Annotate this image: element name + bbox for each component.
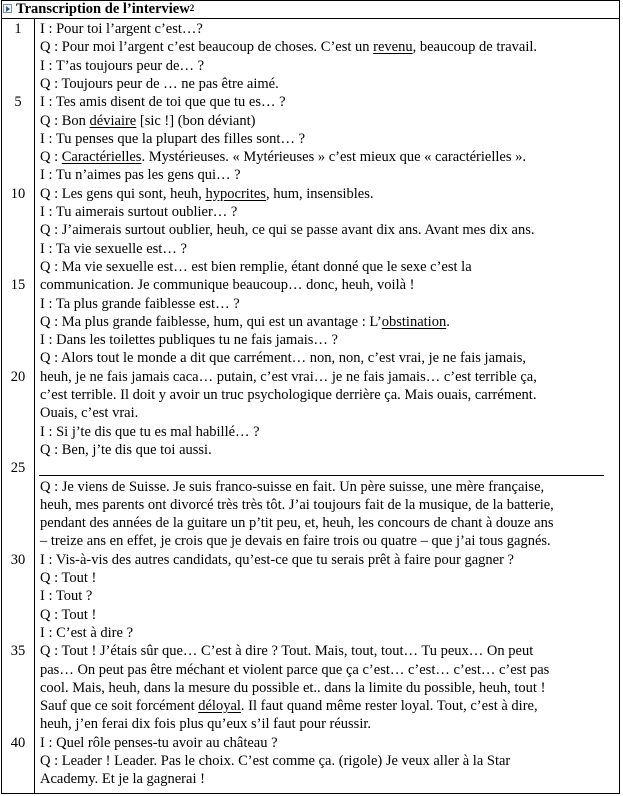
transcript-line [40,386,536,404]
line-number: 25 [10,460,26,477]
line-text: Sauf que ce soit forcément [40,698,199,715]
line-text: I : T’as toujours peur de… ? [40,57,205,74]
transcript-line [40,20,203,38]
transcript-line [40,734,278,752]
transcript-line [40,166,241,184]
table-title [16,1,194,19]
transcript-line [40,240,187,258]
collapse-arrow-icon[interactable] [3,4,12,13]
transcript-line [40,441,212,459]
footnote-marker: 2 [189,3,195,13]
transcript-line [40,770,205,788]
line-text: heuh, mes parents ont divorcé très très tôt. J’ai toujours fait de la musique, de la batterie, [40,496,554,513]
line-text: Q : J’aimerais surtout oublier, heuh, ce qui se passe avant dix ans. Avant mes dix ans. [40,222,535,239]
transcript-line [40,642,533,660]
underlined-term: déloyal [198,698,241,715]
line-text: heuh, j’en ferai dix fois plus qu’eux s’il faut pour réussir. [40,716,372,733]
line-text: Q : Tout ! J’étais sûr que… C’est à dire ? Tout. Mais, tout, tout… Tu peux… On peut [40,643,534,660]
underlined-term: revenu [373,39,413,56]
transcript-line [40,75,279,93]
line-number: 1 [14,21,22,37]
transcript-line [40,130,305,148]
line-text: , hum, insensibles. [265,185,374,202]
line-text: c’est terrible. Il doit y avoir un truc psychologique derrière ça. Mais ouais, carrément. [40,387,537,403]
line-text: Q : Pour moi l’argent c’est beaucoup de choses. C’est un [40,39,374,56]
line-number: 40 [10,734,26,751]
line-text: I : Si j’te dis que tu es mal habillé… ? [40,423,260,440]
line-text: Q : Ma vie sexuelle est… est bien remplie, étant donné que le sexe c’est la [40,258,472,275]
transcript-line [40,185,373,203]
transcript-line [40,697,538,715]
line-text: Q : Toujours peur de … ne pas être aimé. [40,75,279,92]
transcript-line [40,276,415,294]
line-text: I : Ta plus grande faiblesse est… ? [40,295,240,312]
line-text: cool. Mais, heuh, dans la mesure du possible et.. dans la limite du possible, heuh, tout ! [40,679,546,696]
line-text: I : Tout ? [40,588,93,605]
line-text: Q : Ma plus grande faiblesse, hum, qui est un avantage : L’ [40,313,382,330]
transcript-line [40,368,537,386]
line-text: Q : Les gens qui sont, heuh, [40,185,206,202]
transcript-line [40,295,240,313]
line-text: Ouais, c’est vrai. [40,405,139,422]
line-text: Q : Bon [40,112,90,129]
transcript-line [40,349,526,367]
line-number-column-divider [34,18,35,793]
line-text: heuh, je ne fais jamais caca… putain, c’est vrai… je ne fais jamais… c’est terrible ça, [40,368,537,385]
transcript-line [40,112,255,130]
line-text: pendant des années de la guitare un p’tit peu, et, heuh, les concours de chant à douze ans [40,515,554,532]
underlined-term: Caractérielles [61,149,142,166]
transcript-line [40,496,554,514]
transcript-line [40,661,549,679]
line-text: Q : Alors tout le monde a dit que carrément… non, non, c’est vrai, je ne fais jamais, [40,350,527,367]
line-number: 20 [10,368,26,385]
transcript-line [40,313,450,331]
line-text: I : Pour toi l’argent c’est…? [40,21,203,37]
line-text: communication. Je communique beaucoup… donc, heuh, voilà ! [40,277,415,294]
line-text: I : C’est à dire ? [40,624,134,641]
table-header [2,1,619,19]
transcript-line [40,752,510,770]
line-number: 10 [10,185,26,202]
transcript-line [40,569,96,587]
transcript-line [40,624,133,642]
line-text: I : Dans les toilettes publiques tu ne fais jamais… ? [40,332,338,349]
line-text: Q : Tout ! [40,606,97,623]
line-number: 35 [10,643,26,660]
transcript-line [40,587,92,605]
line-text: . [446,313,450,330]
underlined-term: obstination [381,313,447,330]
transcript-line [40,331,338,349]
transcript-line [40,404,138,422]
transcript-line [40,715,371,733]
transcript-line [40,258,472,276]
transcript-line [40,478,544,496]
line-text: I : Tu penses que la plupart des filles sont… ? [40,130,306,147]
transcript-line [40,551,514,569]
line-number: 5 [14,94,22,111]
line-text: , beaucoup de travail. [412,39,538,56]
line-text: Q : [40,149,62,166]
section-separator-line [39,475,604,476]
line-text: . Il faut quand même rester loyal. Tout, c’est à dire, [240,698,538,715]
line-text: I : Quel rôle penses-tu avoir au château ? [40,734,278,751]
line-text: – treize ans en effet, je crois que je devais en faire trois ou quatre – que j’ai tous gagnés. [40,533,551,550]
transcript-line [40,679,545,697]
line-text: I : Tu n’aimes pas les gens qui… ? [40,167,241,184]
line-text: . Mystérieuses. « Mytérieuses » c’est mieux que « caractérielles ». [141,149,526,166]
transcript-line [40,148,526,166]
line-text: pas… On peut pas être méchant et violent parce que ça c’est… c’est… c’est… c’est pas [40,661,550,678]
transcript-line [40,532,551,550]
line-text: Q : Tout ! [40,570,97,586]
transcript-line [40,57,204,75]
line-text: Q : Je viens de Suisse. Je suis franco-suisse en fait. Un père suisse, une mère française, [40,478,545,495]
transcript-line [40,514,554,532]
line-text: I : Tu aimerais surtout oublier… ? [40,204,238,220]
line-number: 15 [10,277,26,294]
transcript-line [40,606,96,624]
line-number: 30 [10,551,26,568]
transcript-line [40,203,237,221]
line-text: Q : Leader ! Leader. Pas le choix. C’est comme ça. (rigole) Je veux aller à la Star [40,753,511,769]
transcript-line [40,221,534,239]
underlined-term: déviaire [89,112,137,129]
line-text: Academy. Et je la gagnerai ! [40,771,205,788]
transcript-line [40,423,260,441]
transcript-line [40,93,286,111]
line-text: I : Ta vie sexuelle est… ? [40,240,187,257]
transcript-table [1,0,620,794]
underlined-term: hypocrites [205,185,266,202]
transcript-line [40,38,537,56]
line-text: [sic !] (bon déviant) [136,112,256,129]
title-text: Transcription de l’interview [16,1,190,17]
line-text: Q : Ben, j’te dis que toi aussi. [40,441,212,458]
line-text: I : Vis-à-vis des autres candidats, qu’est-ce que tu serais prêt à faire pour gagner ? [40,551,514,568]
line-text: I : Tes amis disent de toi que que tu es… ? [40,94,286,111]
